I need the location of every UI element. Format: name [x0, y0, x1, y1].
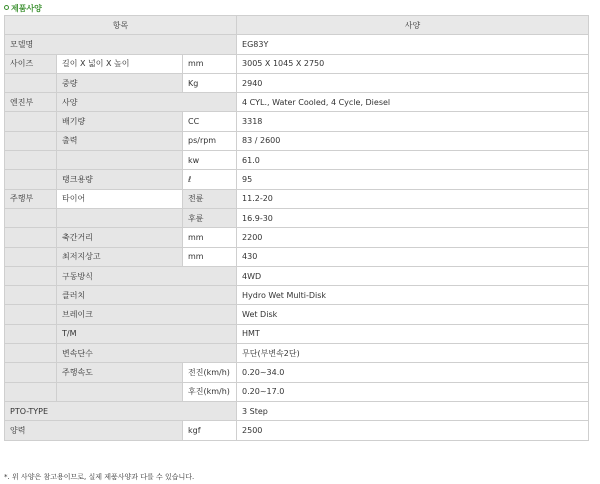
- row-label: 타이어: [57, 189, 183, 208]
- row-unit: mm: [183, 228, 237, 247]
- group-label: [5, 324, 57, 343]
- table-row: [5, 112, 589, 131]
- row-value: 무단(부변속2단): [237, 344, 589, 363]
- row-value: 11.2-20: [237, 189, 589, 208]
- section-title-text: 제품사양: [11, 4, 42, 13]
- table-row: [5, 93, 589, 112]
- table-row: [5, 247, 589, 266]
- row-label: 브레이크: [57, 305, 237, 324]
- row-unit: 전륜: [183, 189, 237, 208]
- header-spec: 사양: [237, 16, 589, 35]
- table-row: [5, 286, 589, 305]
- row-value: 3005 X 1045 X 2750: [237, 54, 589, 73]
- table-row: [5, 170, 589, 189]
- row-unit: 전진(km/h): [183, 363, 237, 382]
- group-label: [5, 228, 57, 247]
- row-value: 0.20~17.0: [237, 382, 589, 401]
- row-value: 2500: [237, 421, 589, 440]
- row-unit: kgf: [183, 421, 237, 440]
- row-label: PTO-TYPE: [5, 401, 237, 420]
- row-unit: Kg: [183, 73, 237, 92]
- row-label: 구동방식: [57, 266, 237, 285]
- row-unit: mm: [183, 54, 237, 73]
- row-unit: ℓ: [183, 170, 237, 189]
- row-value: 3 Step: [237, 401, 589, 420]
- header-item: 항목: [5, 16, 237, 35]
- row-value: 2200: [237, 228, 589, 247]
- table-row: [5, 208, 589, 227]
- row-unit: mm: [183, 247, 237, 266]
- table-row: [5, 151, 589, 170]
- table-row: [5, 421, 589, 440]
- group-label: 사이즈: [5, 54, 57, 73]
- table-row: [5, 363, 589, 382]
- row-label: [57, 208, 183, 227]
- row-value: 83 / 2600: [237, 131, 589, 150]
- row-value: EG83Y: [237, 35, 589, 54]
- row-value: 61.0: [237, 151, 589, 170]
- table-row: [5, 131, 589, 150]
- row-value: Wet Disk: [237, 305, 589, 324]
- group-label: 엔진부: [5, 93, 57, 112]
- table-row: [5, 54, 589, 73]
- row-label: 클러치: [57, 286, 237, 305]
- row-value: 4WD: [237, 266, 589, 285]
- group-label: [5, 382, 57, 401]
- group-label: [5, 363, 57, 382]
- row-label: 축간거리: [57, 228, 183, 247]
- row-label: 중량: [57, 73, 183, 92]
- group-label: [5, 305, 57, 324]
- table-row: [5, 305, 589, 324]
- row-value: HMT: [237, 324, 589, 343]
- spec-table: [4, 15, 589, 441]
- row-label: 출력: [57, 131, 183, 150]
- row-label: 양력: [5, 421, 183, 440]
- table-row: [5, 382, 589, 401]
- row-value: 95: [237, 170, 589, 189]
- group-label: [5, 151, 57, 170]
- row-value: 430: [237, 247, 589, 266]
- footnote: *. 위 사양은 참고용이므로, 실제 제품사양과 다를 수 있습니다.: [4, 473, 195, 481]
- row-value: 0.20~34.0: [237, 363, 589, 382]
- table-row: [5, 189, 589, 208]
- table-header-row: [5, 16, 589, 35]
- table-row: [5, 73, 589, 92]
- row-label: 탱크용량: [57, 170, 183, 189]
- row-label: 사양: [57, 93, 237, 112]
- group-label: [5, 112, 57, 131]
- table-row: [5, 324, 589, 343]
- table-row: [5, 344, 589, 363]
- row-unit: ps/rpm: [183, 131, 237, 150]
- group-label: [5, 170, 57, 189]
- row-label: 변속단수: [57, 344, 237, 363]
- group-label: 주행부: [5, 189, 57, 208]
- row-label: 최저지상고: [57, 247, 183, 266]
- row-label: 모델명: [5, 35, 237, 54]
- row-value: 4 CYL., Water Cooled, 4 Cycle, Diesel: [237, 93, 589, 112]
- row-label: 배기량: [57, 112, 183, 131]
- row-unit: kw: [183, 151, 237, 170]
- group-label: [5, 266, 57, 285]
- table-row: [5, 266, 589, 285]
- row-label: [57, 382, 183, 401]
- section-title: [4, 2, 42, 16]
- row-value: Hydro Wet Multi-Disk: [237, 286, 589, 305]
- table-row: [5, 228, 589, 247]
- table-row: [5, 401, 589, 420]
- group-label: [5, 286, 57, 305]
- group-label: [5, 247, 57, 266]
- row-label: [57, 151, 183, 170]
- row-unit: 후륜: [183, 208, 237, 227]
- row-value: 2940: [237, 73, 589, 92]
- row-unit: 후진(km/h): [183, 382, 237, 401]
- row-label: 길이 X 넓이 X 높이: [57, 54, 183, 73]
- table-row: [5, 35, 589, 54]
- group-label: [5, 208, 57, 227]
- group-label: [5, 131, 57, 150]
- group-label: [5, 73, 57, 92]
- row-value: 16.9-30: [237, 208, 589, 227]
- row-label: T/M: [57, 324, 237, 343]
- group-label: [5, 344, 57, 363]
- row-label: 주행속도: [57, 363, 183, 382]
- row-value: 3318: [237, 112, 589, 131]
- circle-bullet-icon: [4, 5, 9, 10]
- row-unit: CC: [183, 112, 237, 131]
